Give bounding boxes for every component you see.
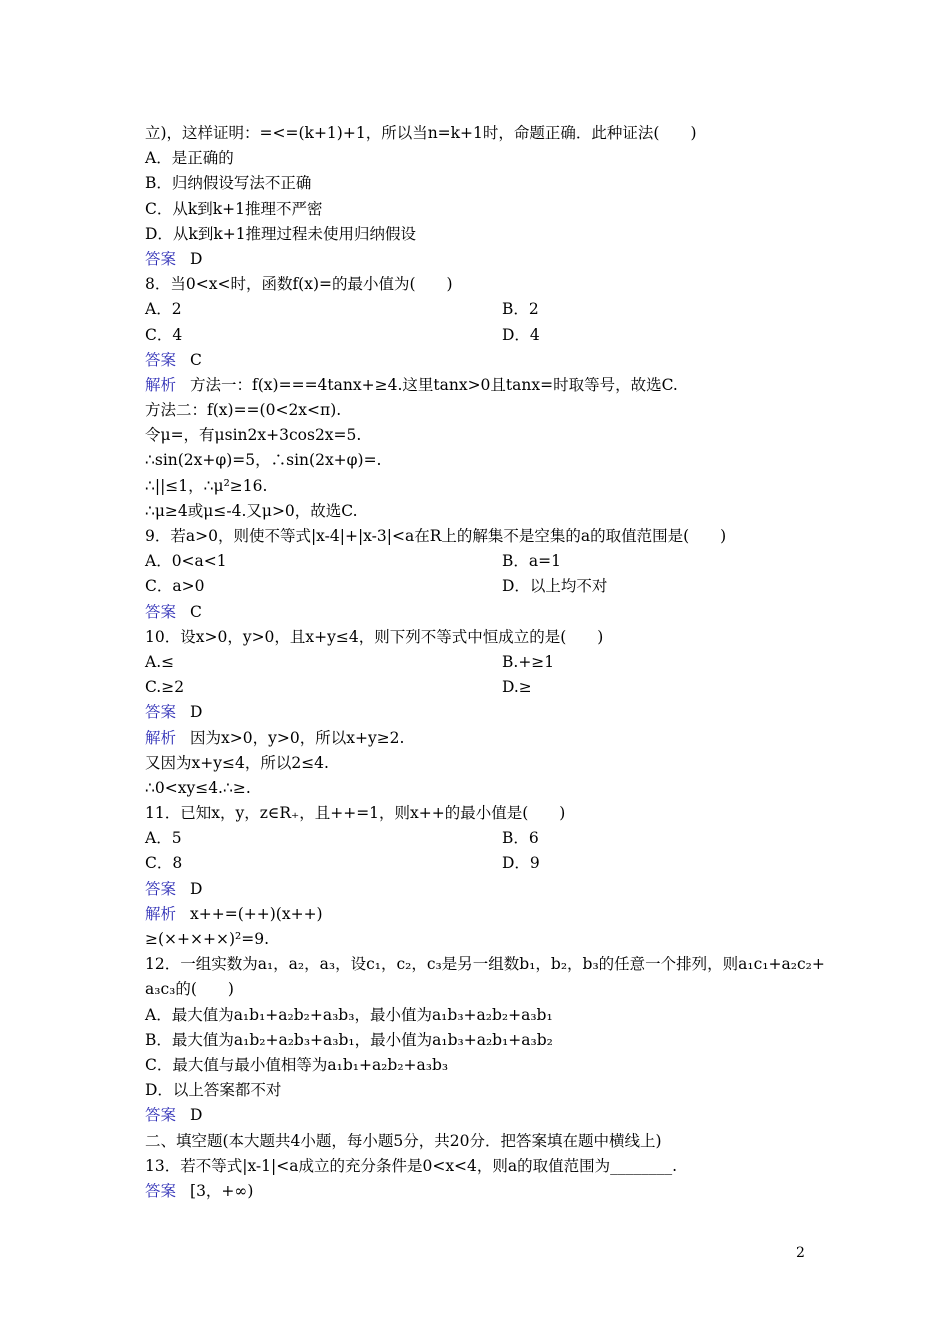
text-line [145, 373, 825, 398]
answer-label: 答案 [145, 703, 177, 722]
text-line [145, 398, 825, 423]
answer-label: 答案 [145, 1181, 177, 1200]
line-text: D [190, 879, 203, 898]
line-text: A．2 [145, 300, 182, 319]
text-line [145, 1103, 825, 1128]
text-line [145, 348, 825, 373]
answer-label: 答案 [145, 602, 177, 621]
line-text: 二、填空题(本大题共4小题，每小题5分，共20分．把答案填在题中横线上) [145, 1131, 662, 1150]
text-line [145, 574, 825, 599]
answer-label: 答案 [145, 879, 177, 898]
text-line [145, 751, 825, 776]
text-line [145, 171, 825, 196]
option-right-column: B．2 [502, 300, 539, 319]
line-text: 11．已知x，y，z∈R₊，且++=1，则x++的最小值是( ) [145, 804, 566, 823]
option-right-column: B．a=1 [502, 552, 561, 571]
text-line [145, 197, 825, 222]
answer-label: 解析 [145, 728, 177, 747]
answer-label: 答案 [145, 350, 177, 369]
text-line [145, 726, 825, 751]
line-text: C．最大值与最小值相等为a₁b₁+a₂b₂+a₃b₃ [145, 1055, 449, 1074]
text-line [145, 801, 825, 826]
line-text: A．是正确的 [145, 149, 234, 168]
text-line [145, 272, 825, 297]
text-line [145, 650, 825, 675]
line-text: D [190, 249, 203, 268]
line-text: 8．当0<x<时，函数f(x)=的最小值为( ) [145, 275, 453, 294]
text-line [145, 625, 825, 650]
line-text: 方法一：f(x)===4tanx+≥4.这里tanx>0且tanx=时取等号，故选C. [190, 375, 678, 394]
line-text: C [190, 350, 202, 369]
line-text: B．归纳假设写法不正确 [145, 174, 312, 193]
option-right-column: B.+≥1 [502, 652, 555, 671]
line-text: A．5 [145, 829, 182, 848]
text-line [145, 952, 825, 977]
text-line [145, 448, 825, 473]
text-line [145, 1028, 825, 1053]
text-line [145, 549, 825, 574]
text-line [145, 1154, 825, 1179]
answer-label: 解析 [145, 904, 177, 923]
answer-label: 答案 [145, 249, 177, 268]
line-text: 因为x>0，y>0，所以x+y≥2. [190, 728, 405, 747]
line-text: 又因为x+y≤4，所以2≤4. [145, 753, 329, 772]
line-text: C．a>0 [145, 577, 205, 596]
option-right-column: D．以上均不对 [502, 577, 608, 596]
line-text: C．从k到k+1推理不严密 [145, 199, 323, 218]
line-text: C [190, 602, 202, 621]
page-content [145, 121, 825, 1204]
line-text: 13．若不等式|x-1|<a成立的充分条件是0<x<4，则a的取值范围为________. [145, 1156, 678, 1175]
option-right-column: B．6 [502, 829, 539, 848]
line-text: D [190, 1106, 203, 1125]
line-text: C．4 [145, 325, 183, 344]
option-right-column: D．4 [502, 325, 540, 344]
line-text: ∴||≤1，∴μ²≥16. [145, 476, 268, 495]
text-line [145, 146, 825, 171]
text-line [145, 902, 825, 927]
answer-label: 答案 [145, 1106, 177, 1125]
text-line [145, 1003, 825, 1028]
text-line [145, 927, 825, 952]
line-text: ∴sin(2x+φ)=5，∴sin(2x+φ)=. [145, 451, 382, 470]
text-line [145, 1129, 825, 1154]
option-right-column: D．9 [502, 854, 540, 873]
text-line [145, 776, 825, 801]
line-text: ∴μ≥4或μ≤-4.又μ>0，故选C. [145, 501, 358, 520]
line-text: D．以上答案都不对 [145, 1081, 282, 1100]
line-text: 立)，这样证明：=<=(k+1)+1，所以当n=k+1时，命题正确．此种证法( ) [145, 124, 697, 142]
line-text: C.≥2 [145, 678, 185, 697]
line-text: A.≤ [145, 652, 175, 671]
line-text: A．最大值为a₁b₁+a₂b₂+a₃b₃，最小值为a₁b₃+a₂b₂+a₃b₁ [145, 1005, 553, 1024]
page-number: 2 [796, 1245, 805, 1261]
line-text: ∴0<xy≤4.∴≥. [145, 778, 251, 797]
line-text: ≥(×+×+×)²=9. [145, 930, 270, 948]
line-text: a₃c₃的( ) [145, 980, 234, 999]
line-text: A．0<a<1 [145, 552, 227, 571]
line-text: x++=(++)(x++) [190, 904, 323, 923]
text-line [145, 977, 825, 1002]
text-line [145, 877, 825, 902]
text-line [145, 297, 825, 322]
text-line [145, 826, 825, 851]
line-text: 令μ=，有μsin2x+3cos2x=5. [145, 426, 362, 445]
line-text: C．8 [145, 854, 183, 873]
line-text: 方法二：f(x)==(0<2x<π). [145, 401, 342, 420]
line-text: [3，+∞) [190, 1181, 254, 1200]
line-text: 10．设x>0，y>0，且x+y≤4，则下列不等式中恒成立的是( ) [145, 627, 604, 646]
text-line [145, 323, 825, 348]
text-line [145, 474, 825, 499]
text-line [145, 121, 825, 146]
line-text: B．最大值为a₁b₂+a₂b₃+a₃b₁，最小值为a₁b₃+a₂b₁+a₃b₂ [145, 1030, 553, 1049]
text-line [145, 700, 825, 725]
text-line [145, 423, 825, 448]
text-line [145, 247, 825, 272]
text-line [145, 524, 825, 549]
option-right-column: D.≥ [502, 678, 532, 697]
line-text: 9．若a>0，则使不等式|x-4|+|x-3|<a在R上的解集不是空集的a的取值范围是( ) [145, 527, 727, 545]
text-line [145, 1053, 825, 1078]
answer-label: 解析 [145, 375, 177, 394]
line-text: D [190, 703, 203, 722]
text-line [145, 600, 825, 625]
text-line [145, 222, 825, 247]
line-text: D．从k到k+1推理过程未使用归纳假设 [145, 224, 417, 243]
text-line [145, 851, 825, 876]
text-line [145, 1078, 825, 1103]
text-line [145, 499, 825, 524]
line-text: 12．一组实数为a₁，a₂，a₃，设c₁，c₂，c₃是另一组数b₁，b₂，b₃的任意一个排列，则a₁c₁+a₂c₂+ [145, 955, 825, 974]
text-line [145, 1179, 825, 1204]
text-line [145, 675, 825, 700]
